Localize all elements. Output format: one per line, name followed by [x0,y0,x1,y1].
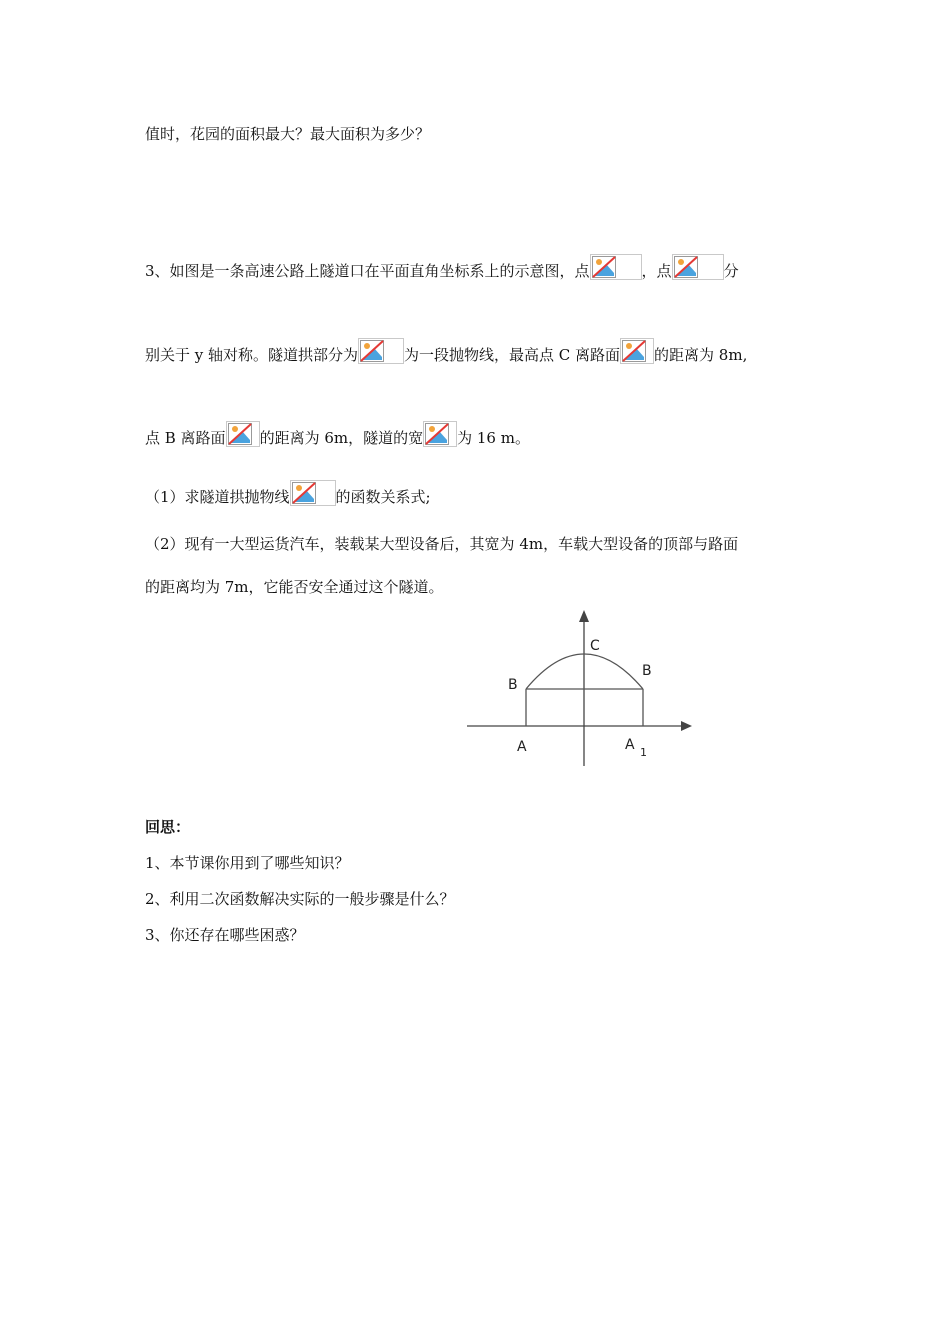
broken-image-icon [226,421,260,447]
q3-text-c: 分 [723,262,739,280]
question-3-line-1 [145,254,739,281]
q3-text-d: 别关于 y 轴对称。隧道拱部分为 [145,346,359,364]
broken-image-icon [620,338,654,364]
question-3-line-2 [145,338,747,365]
tunnel-diagram [462,604,702,774]
text-line-area-question: 值时，花园的面积最大？最大面积为多少？ [145,125,431,143]
broken-image-icon [423,421,457,447]
label-b-left: B [508,677,518,693]
reflection-question-1: 1、本节课你用到了哪些知识？ [145,854,350,872]
reflection-question-2: 2、利用二次函数解决实际的一般步骤是什么？ [145,890,455,908]
reflection-question-3: 3、你还存在哪些困惑？ [145,926,305,944]
q3-text-e: 为一段抛物线，最高点 C 离路面 [404,346,621,364]
label-c: C [590,638,600,654]
sub-question-2-line-2: 的距离均为 7m，它能否安全通过这个隧道。 [145,578,444,596]
question-3-line-3 [145,421,530,448]
q3-text-f: 的距离为 8m, [654,346,748,364]
label-a1-subscript: 1 [640,746,647,759]
broken-image-icon [672,254,724,280]
broken-image-icon [290,480,336,506]
label-b-right: B [642,663,652,679]
label-a: A [517,739,527,755]
reflection-heading: 回思： [145,818,191,836]
q3-text-h: 的距离为 6m，隧道的宽 [259,429,424,447]
q3-text-i: 为 16 m。 [457,429,530,447]
q3-text-a: 3、如图是一条高速公路上隧道口在平面直角坐标系上的示意图，点 [145,262,590,280]
label-a1: A [625,737,635,753]
sub-question-1 [145,480,431,507]
sub1-text-a: （1）求隧道拱抛物线 [145,488,290,506]
sub-question-2-line-1: （2）现有一大型运货汽车，装载某大型设备后，其宽为 4m，车载大型设备的顶部与路面 [145,535,739,553]
broken-image-icon [590,254,642,280]
y-axis-arrow [579,610,589,622]
q3-text-b: ，点 [641,262,672,280]
broken-image-icon [358,338,404,364]
x-axis-arrow [681,721,692,731]
sub1-text-b: 的函数关系式; [335,488,431,506]
q3-text-g: 点 B 离路面 [145,429,226,447]
